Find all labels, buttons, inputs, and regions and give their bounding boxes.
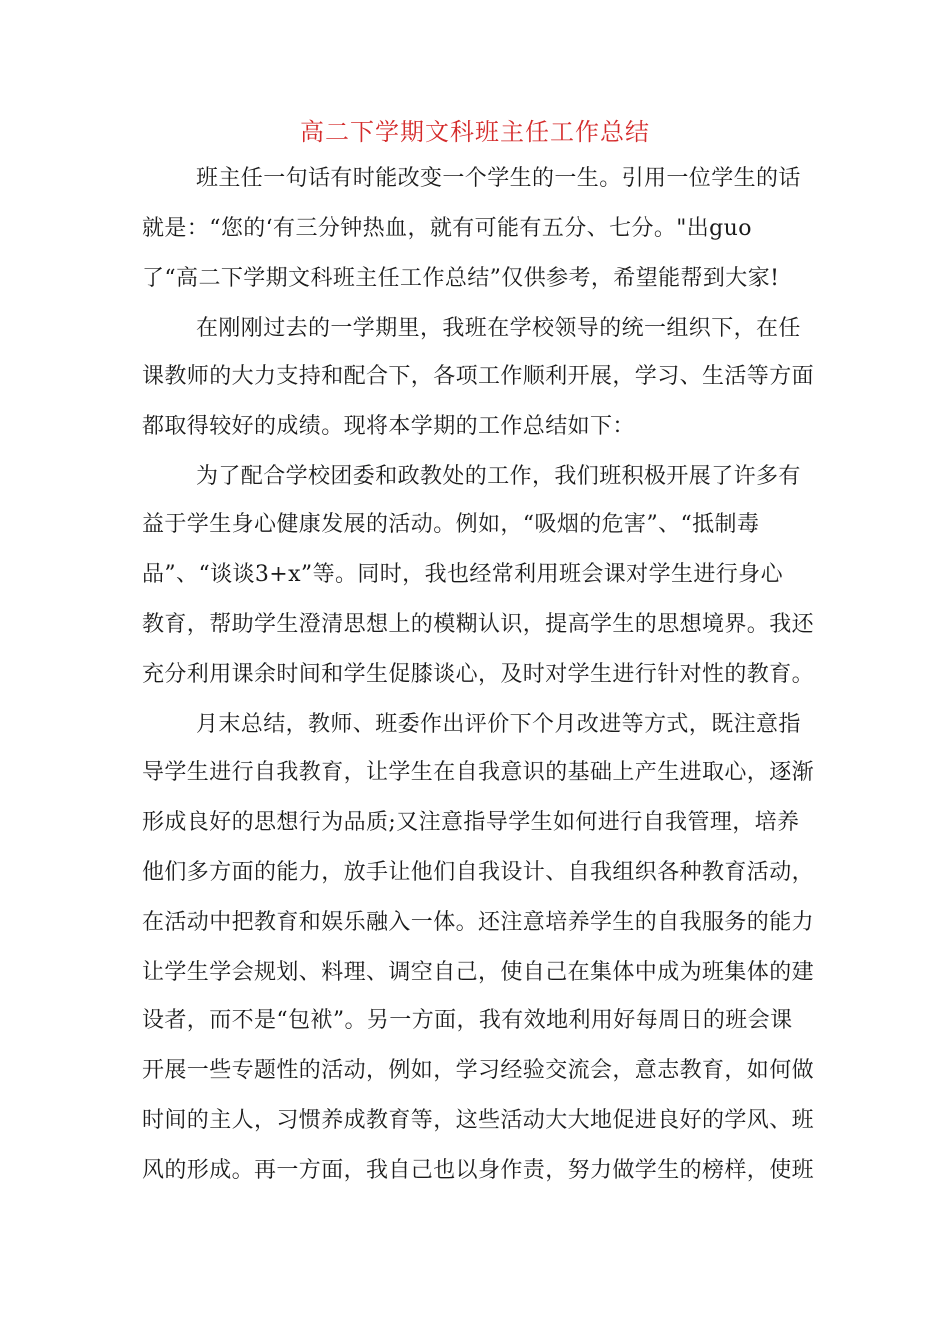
paragraph-4-line-3: 形成良好的思想行为品质;又注意指导学生如何进行自我管理，培养 (142, 810, 800, 835)
paragraph-4-line-1: 月末总结，教师、班委作出评价下个月改进等方式，既注意指 (196, 712, 801, 737)
paragraph-4-line-9: 时间的主人，习惯养成教育等，这些活动大大地促进良好的学风、班 (142, 1108, 815, 1133)
paragraph-4-line-6: 让学生学会规划、料理、调空自己，使自己在集体中成为班集体的建 (142, 960, 815, 985)
paragraph-2-line-1: 在刚刚过去的一学期里，我班在学校领导的统一组织下，在任 (196, 316, 801, 341)
paragraph-2-line-3: 都取得较好的成绩。现将本学期的工作总结如下： (142, 414, 635, 439)
paragraph-3-line-2: 益于学生身心健康发展的活动。例如，“吸烟的危害”、“抵制毒 (142, 512, 760, 537)
paragraph-4-line-5: 在活动中把教育和娱乐融入一体。还注意培养学生的自我服务的能力 (142, 910, 815, 935)
paragraph-1-line-2: 就是：“您的‘有三分钟热血，就有可能有五分、七分。"出guo (142, 216, 752, 241)
paragraph-3-line-3: 品”、“谈谈3+x”等。同时，我也经常利用班会课对学生进行身心 (142, 562, 783, 587)
paragraph-2-line-2: 课教师的大力支持和配合下，各项工作顺利开展，学习、生活等方面 (142, 364, 815, 389)
paragraph-4-line-8: 开展一些专题性的活动，例如，学习经验交流会，意志教育，如何做 (142, 1058, 815, 1083)
paragraph-3-line-1: 为了配合学校团委和政教处的工作，我们班积极开展了许多有 (196, 464, 801, 489)
paragraph-1-line-3: 了“高二下学期文科班主任工作总结”仅供参考，希望能帮到大家! (142, 266, 780, 291)
paragraph-1-line-1: 班主任一句话有时能改变一个学生的一生。引用一位学生的话 (196, 166, 801, 191)
document-title: 高二下学期文科班主任工作总结 (300, 118, 650, 146)
paragraph-4-line-2: 导学生进行自我教育，让学生在自我意识的基础上产生进取心，逐渐 (142, 760, 815, 785)
paragraph-4-line-10: 风的形成。再一方面，我自己也以身作责，努力做学生的榜样，使班 (142, 1158, 815, 1183)
paragraph-4-line-4: 他们多方面的能力，放手让他们自我设计、自我组织各种教育活动， (142, 860, 815, 885)
paragraph-3-line-4: 教育，帮助学生澄清思想上的模糊认识，提高学生的思想境界。我还 (142, 612, 815, 637)
paragraph-3-line-5: 充分利用课余时间和学生促膝谈心，及时对学生进行针对性的教育。 (142, 662, 815, 687)
paragraph-4-line-7: 设者，而不是“包袱”。另一方面，我有效地利用好每周日的班会课 (142, 1008, 793, 1033)
